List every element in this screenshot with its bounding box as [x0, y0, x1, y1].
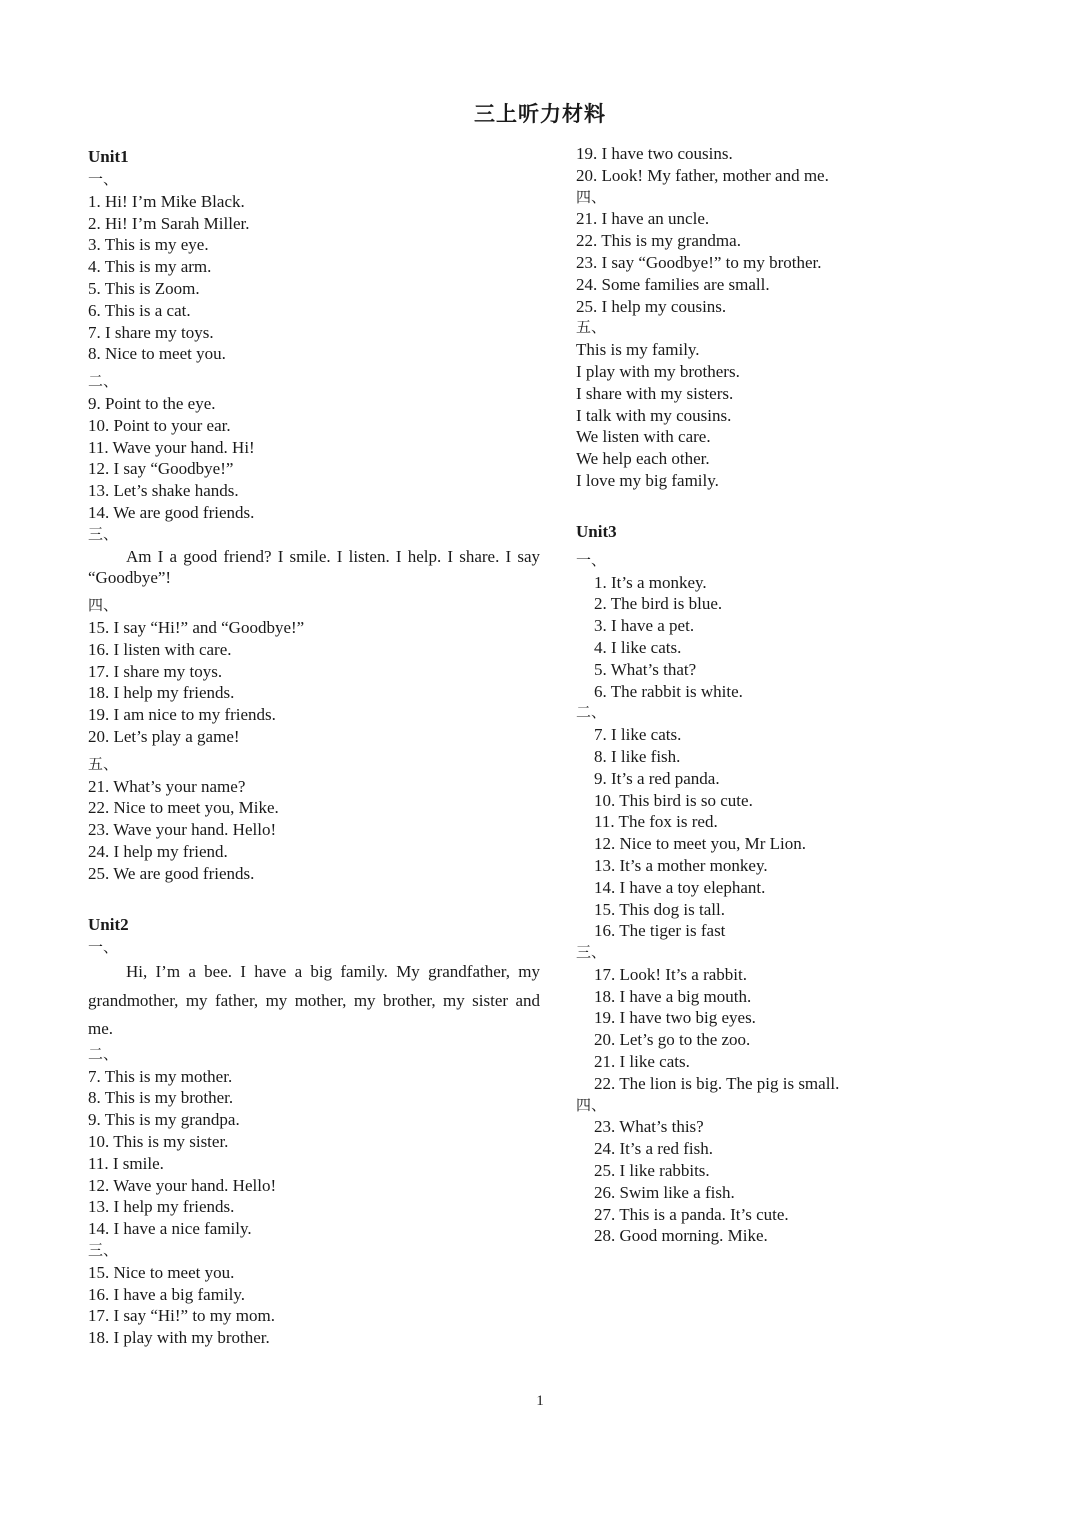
- list-item: 20. Let’s play a game!: [88, 726, 240, 746]
- list-item: 5. What’s that?: [594, 659, 697, 679]
- list-item: 19. I have two big eyes.: [594, 1008, 756, 1028]
- list-item: 14. I have a nice family.: [88, 1219, 252, 1239]
- section-heading: 五、: [576, 318, 607, 337]
- section-heading: 四、: [576, 187, 607, 206]
- list-item: 15. Nice to meet you.: [88, 1262, 235, 1282]
- section-heading: 二、: [88, 1044, 119, 1063]
- list-item: 5. This is Zoom.: [88, 278, 200, 298]
- section-heading: 二、: [88, 372, 119, 391]
- section-heading: 一、: [88, 937, 119, 956]
- list-item: 26. Swim like a fish.: [594, 1182, 735, 1202]
- list-item: I share with my sisters.: [576, 383, 734, 403]
- section-heading: 一、: [576, 550, 607, 569]
- list-item: We listen with care.: [576, 427, 711, 447]
- list-item: 6. This is a cat.: [88, 300, 191, 320]
- list-item: 3. I have a pet.: [594, 616, 695, 636]
- list-item: 24. Some families are small.: [576, 274, 770, 294]
- list-item: 13. I help my friends.: [88, 1197, 235, 1217]
- list-item: 2. Hi! I’m Sarah Miller.: [88, 213, 250, 233]
- list-item: 23. What’s this?: [594, 1117, 704, 1137]
- section-heading: 三、: [88, 524, 119, 543]
- list-item: 18. I play with my brother.: [88, 1328, 270, 1348]
- list-item: 9. It’s a red panda.: [594, 768, 720, 788]
- section-heading: 四、: [576, 1095, 607, 1114]
- list-item: 21. What’s your name?: [88, 776, 246, 796]
- list-item: I play with my brothers.: [576, 361, 740, 381]
- list-item: 17. I say “Hi!” to my mom.: [88, 1306, 275, 1326]
- list-item: 8. I like fish.: [594, 746, 681, 766]
- list-item: 14. We are good friends.: [88, 502, 255, 522]
- list-item: 11. The fox is red.: [594, 812, 718, 832]
- list-item: 2. The bird is blue.: [594, 594, 723, 614]
- list-item: 10. Point to your ear.: [88, 415, 231, 435]
- list-item: 16. I have a big family.: [88, 1284, 246, 1304]
- list-item: 7. This is my mother.: [88, 1066, 233, 1086]
- list-item: 16. The tiger is fast: [594, 921, 726, 941]
- list-item: 7. I share my toys.: [88, 322, 214, 342]
- list-item: 14. I have a toy elephant.: [594, 877, 766, 897]
- list-item: 12. Wave your hand. Hello!: [88, 1175, 277, 1195]
- list-item: 9. This is my grandpa.: [88, 1110, 240, 1130]
- list-item: 19. I have two cousins.: [576, 144, 733, 163]
- list-item: 18. I have a big mouth.: [594, 986, 752, 1006]
- list-item: 23. Wave your hand. Hello!: [88, 820, 277, 840]
- list-item: 11. Wave your hand. Hi!: [88, 437, 255, 457]
- list-item: 20. Look! My father, mother and me.: [576, 165, 829, 185]
- section-heading: 二、: [576, 703, 607, 722]
- list-item: 24. It’s a red fish.: [594, 1139, 713, 1159]
- list-item: 21. I have an uncle.: [576, 209, 710, 229]
- list-item: 12. I say “Goodbye!”: [88, 459, 234, 479]
- list-item: 3. This is my eye.: [88, 235, 209, 255]
- list-item: 10. This bird is so cute.: [594, 790, 753, 810]
- list-item: 8. Nice to meet you.: [88, 344, 226, 364]
- list-item: 1. It’s a monkey.: [594, 572, 707, 592]
- list-item: 23. I say “Goodbye!” to my brother.: [576, 252, 822, 272]
- section-heading: 一、: [88, 170, 119, 188]
- list-item: 15. I say “Hi!” and “Goodbye!”: [88, 617, 305, 637]
- page-number: 1: [536, 1393, 544, 1409]
- paragraph: Am I a good friend? I smile. I listen. I help. I share. I say “Goodbye”!: [88, 546, 540, 588]
- list-item: 20. Let’s go to the zoo.: [594, 1030, 751, 1050]
- list-item: I love my big family.: [576, 470, 719, 490]
- list-item: 25. I help my cousins.: [576, 296, 727, 316]
- unit-heading: Unit1: [88, 147, 129, 166]
- list-item: 12. Nice to meet you, Mr Lion.: [594, 834, 806, 854]
- list-item: This is my family.: [576, 340, 700, 360]
- right-column: [576, 143, 1046, 1247]
- list-item: 18. I help my friends.: [88, 683, 235, 703]
- list-item: I talk with my cousins.: [576, 405, 732, 425]
- list-item: 25. I like rabbits.: [594, 1161, 710, 1181]
- list-item: 9. Point to the eye.: [88, 393, 216, 413]
- list-item: 11. I smile.: [88, 1153, 164, 1173]
- unit-heading: Unit3: [576, 521, 617, 541]
- list-item: 13. Let’s shake hands.: [88, 481, 239, 501]
- list-item: 4. This is my arm.: [88, 257, 212, 277]
- list-item: 22. Nice to meet you, Mike.: [88, 798, 279, 818]
- list-item: 19. I am nice to my friends.: [88, 705, 276, 725]
- list-item: 28. Good morning. Mike.: [594, 1226, 768, 1246]
- page-title: 三上听力材料: [474, 102, 606, 126]
- list-item: 10. This is my sister.: [88, 1131, 229, 1151]
- list-item: 8. This is my brother.: [88, 1088, 234, 1108]
- list-item: 4. I like cats.: [594, 637, 682, 657]
- list-item: 17. I share my toys.: [88, 661, 223, 681]
- section-heading: 三、: [576, 943, 607, 962]
- paragraph: Hi, I’m a bee. I have a big family. My grandfather, my grandmother, my father, my mother, my brother, my sister and me.: [88, 962, 540, 1039]
- list-item: 22. The lion is big. The pig is small.: [594, 1073, 840, 1093]
- list-item: 27. This is a panda. It’s cute.: [594, 1204, 789, 1224]
- section-heading: 三、: [88, 1240, 119, 1259]
- list-item: 24. I help my friend.: [88, 841, 228, 861]
- list-item: 1. Hi! I’m Mike Black.: [88, 191, 245, 211]
- section-heading: 四、: [88, 596, 119, 615]
- list-item: 7. I like cats.: [594, 725, 682, 745]
- list-item: 17. Look! It’s a rabbit.: [594, 964, 747, 984]
- section-heading: 五、: [88, 754, 119, 773]
- list-item: We help each other.: [576, 449, 710, 469]
- list-item: 25. We are good friends.: [88, 863, 255, 883]
- unit-heading: Unit2: [88, 914, 129, 934]
- list-item: 15. This dog is tall.: [594, 899, 725, 919]
- list-item: 6. The rabbit is white.: [594, 681, 743, 701]
- list-item: 13. It’s a mother monkey.: [594, 855, 768, 875]
- left-column: [88, 145, 540, 1349]
- list-item: 16. I listen with care.: [88, 639, 232, 659]
- list-item: 21. I like cats.: [594, 1052, 690, 1072]
- list-item: 22. This is my grandma.: [576, 231, 741, 251]
